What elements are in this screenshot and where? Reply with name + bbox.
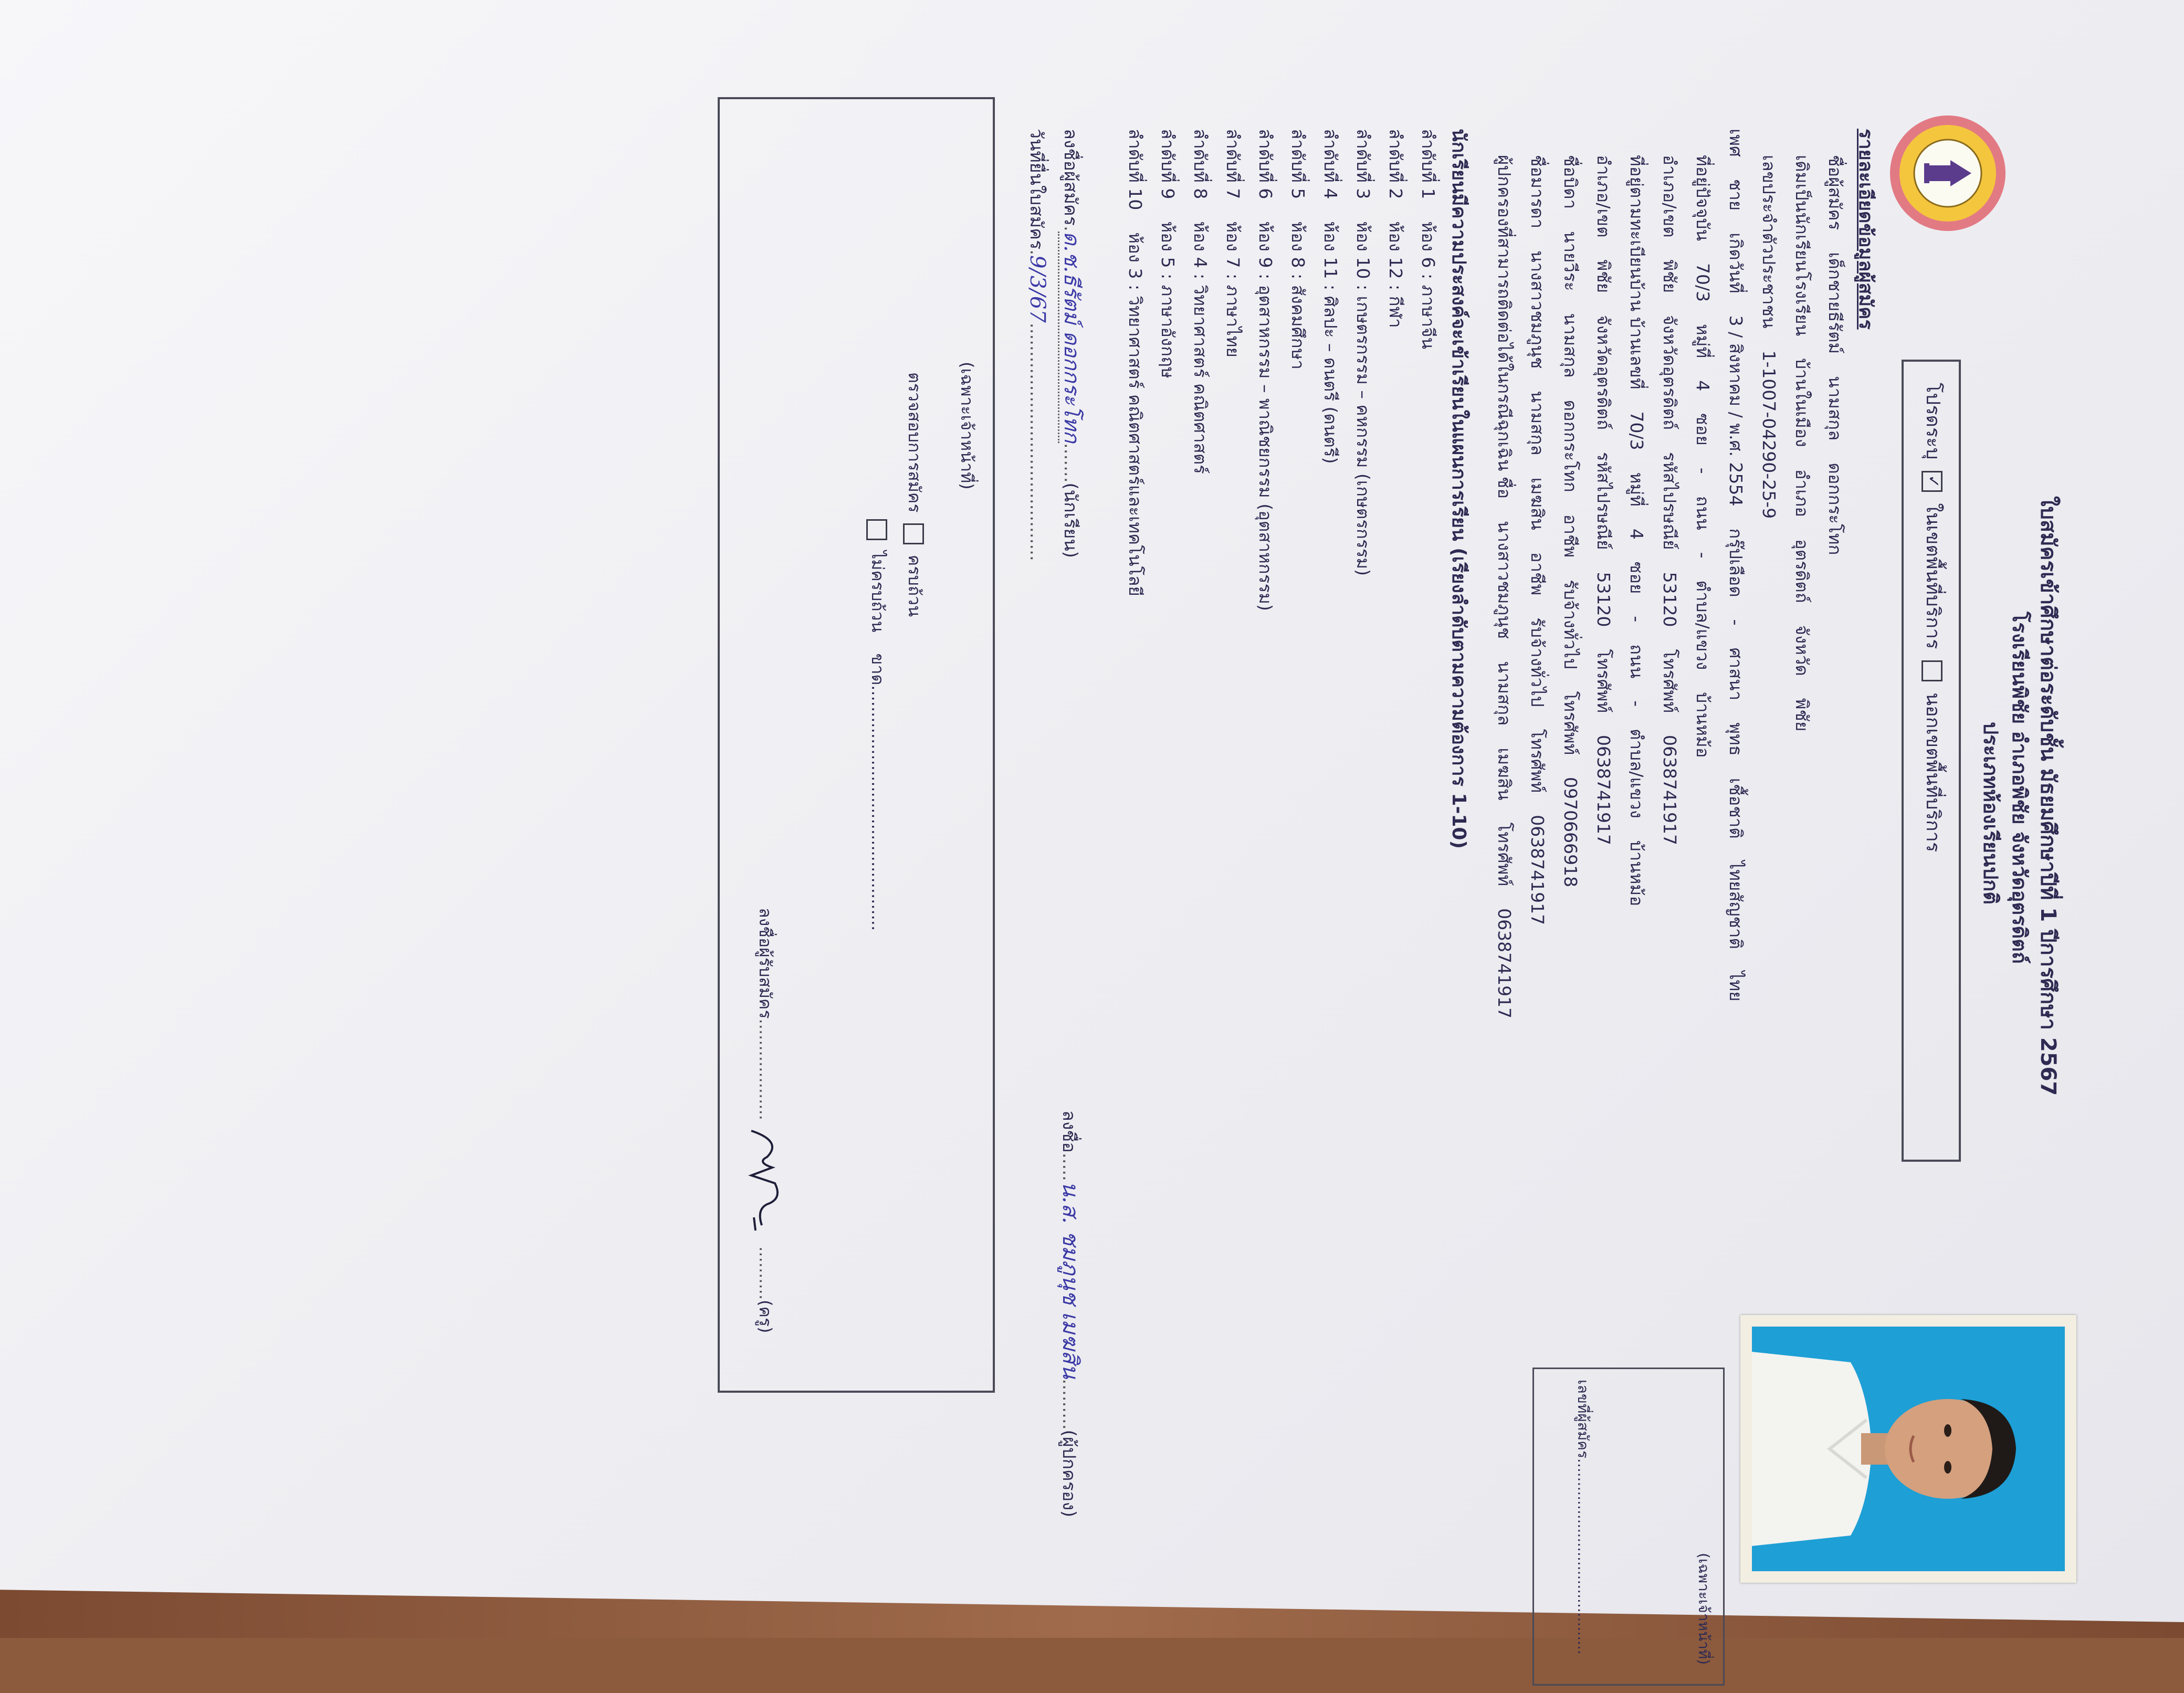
- detail-line: เดิมเป็นนักเรียนโรงเรียน บ้านในเมือง อำเภอ อุตรดิตถ์ จังหวัด พิชัย: [1792, 155, 1812, 732]
- receiver-signature-suffix: (ครู): [755, 1299, 775, 1333]
- staff-section-box: [718, 97, 995, 1393]
- guardian-signature: น.ส. ชมภูนุช เมฆสิน: [1058, 1181, 1084, 1379]
- applicant-signature: ด.ช.ธีรัตม์ ดอกกระโทก: [1058, 232, 1084, 443]
- applicant-number-field[interactable]: เลขที่ผู้สมัคร..........................................: [1574, 1380, 1592, 1655]
- preference-item: ลำดับที่ 10 ห้อง 3 : วิทยาศาสตร์ คณิตศาสตร์และเทคโนโลยี: [1125, 129, 1146, 596]
- guardian-signature-prefix: ลงชื่อ: [1058, 1110, 1079, 1153]
- detail-line: ที่อยู่ตามทะเบียนบ้าน บ้านเลขที่ 70/3 หมู่ที่ 4 ซอย - ถนน - ตำบล/แขวง บ้านหม้อ: [1626, 155, 1647, 907]
- guardian-signature-suffix: (ผู้ปกครอง): [1058, 1429, 1079, 1518]
- staff-label: (เฉพาะเจ้าหน้าที่): [957, 362, 977, 490]
- incomplete-row: [866, 514, 888, 931]
- details-list: [1482, 129, 1845, 1019]
- student-photo: [1740, 1315, 2076, 1583]
- preference-item: ลำดับที่ 6 ห้อง 9 : อุตสาหกรรม – พาณิชยกรรม (อุตสาหกรรม): [1255, 129, 1276, 611]
- out-zone-label: นอกเขตพื้นที่บริการ: [1922, 692, 1944, 853]
- preference-item: ลำดับที่ 7 ห้อง 7 : ภาษาไทย: [1223, 129, 1243, 357]
- applicant-signature-prefix: ลงชื่อผู้สมัคร: [1060, 129, 1081, 226]
- check-row: [903, 372, 925, 617]
- preference-item: ลำดับที่ 1 ห้อง 6 : ภาษาจีน: [1418, 129, 1438, 350]
- application-date: 9/3/67: [1025, 255, 1049, 323]
- incomplete-checkbox[interactable]: [866, 519, 887, 540]
- room-type: ประเภทห้องเรียนปกติ: [1979, 722, 2002, 905]
- detail-line: ผู้ปกครองที่สามารถติดต่อได้ในกรณีฉุกเฉิน ชื่อ นางสาวชมภูนุช นามสกุล เมฆสิน โทรศัพท์ 0638741917: [1494, 155, 1515, 1019]
- application-date-prefix: วันที่ยื่นใบสมัคร: [1026, 129, 1047, 250]
- detail-line: ชื่อบิดา นายวีระ นามสกุล ดอกกระโทก อาชีพ รับจ้างทั่วไป โทรศัพท์ 0970666918: [1560, 155, 1581, 888]
- detail-line: เพศ ชาย เกิดวันที่ 3 / สิงหาคม / พ.ศ. 2554 กรุ๊ปเลือด - ศาสนา พุทธ เชื้อชาติ ไทยสัญชาติ ไทย: [1726, 129, 1746, 1002]
- complete-label: ครบถ้วน: [905, 554, 925, 617]
- preference-item: ลำดับที่ 2 ห้อง 12 : กีฬา: [1385, 129, 1406, 328]
- preferences-heading: นักเรียนมีความประสงค์จะเข้าเรียนในแผนการเรียน (เรียงลำดับตามความต้องการ 1-10): [1448, 129, 1469, 849]
- official-label: (เฉพาะเจ้าหน้าที่): [1695, 1553, 1713, 1665]
- detail-line: ชื่อมารดา นางสาวชมภูนุช นามสกุล เมฆสิน อาชีพ รับจ้างทั่วไป โทรศัพท์ 0638741917: [1527, 155, 1548, 926]
- school-name: โรงเรียนพิชัย อำเภอพิชัย จังหวัดอุตรดิตถ์: [2008, 612, 2031, 964]
- form-title: ใบสมัครเข้าศึกษาต่อระดับชั้น มัธยมศึกษาปีที่ 1 ปีการศึกษา 2567: [2036, 496, 2060, 1096]
- preference-item: ลำดับที่ 4 ห้อง 11 : ศิลปะ – ดนตรี (ดนตรี): [1320, 129, 1341, 464]
- detail-line: อำเภอ/เขต พิชัย จังหวัดอุตรดิตถ์ รหัสไปรษณีย์ 53120 โทรศัพท์ 0638741917: [1593, 155, 1614, 845]
- in-zone-checkbox[interactable]: ✓: [1922, 471, 1942, 492]
- preference-item: ลำดับที่ 8 ห้อง 4 : วิทยาศาสตร์ คณิตศาสตร์: [1190, 129, 1211, 474]
- detail-line: เลขประจำตัวประชาชน 1-1007-04290-25-9: [1759, 155, 1779, 519]
- preference-item: ลำดับที่ 9 ห้อง 5 : ภาษาอังกฤษ: [1158, 129, 1178, 378]
- official-box: [1532, 1368, 1725, 1686]
- receiver-signature-prefix: ลงชื่อผู้รับสมัคร: [755, 908, 775, 1019]
- detail-line: อำเภอ/เขต พิชัย จังหวัดอุตรดิตถ์ รหัสไปรษณีย์ 53120 โทรศัพท์ 0638741917: [1660, 155, 1680, 845]
- details-heading: รายละเอียดข้อมูลผู้สมัคร: [1855, 129, 1876, 330]
- application-date-line: วันที่ยื่นใบสมัคร.9/3/67..........................................: [1025, 129, 1049, 561]
- zone-box: [1902, 360, 1961, 1162]
- in-zone-label: ในเขตพื้นที่บริการ: [1922, 503, 1944, 649]
- preference-item: ลำดับที่ 3 ห้อง 10 : เกษตรกรรม – คหกรรม (เกษตรกรรม): [1353, 129, 1373, 576]
- preferences-list: [1113, 129, 1438, 611]
- applicant-signature-line: ลงชื่อผู้สมัคร.ด.ช.ธีรัตม์ ดอกกระโทก.......(นักเรียน): [1058, 129, 1084, 558]
- incomplete-label: ไม่ครบถ้วน: [868, 551, 888, 633]
- zone-prefix: โปรดระบุ: [1922, 383, 1944, 460]
- check-label: ตรวจสอบการสมัคร: [905, 372, 925, 513]
- preference-item: ลำดับที่ 5 ห้อง 8 : สังคมศึกษา: [1288, 129, 1308, 370]
- complete-checkbox[interactable]: [903, 523, 924, 544]
- receiver-signature-icon: [741, 1126, 788, 1241]
- out-zone-checkbox[interactable]: [1922, 660, 1942, 681]
- receiver-signature-line: ลงชื่อผู้รับสมัคร................... ..........(ครู): [741, 908, 788, 1333]
- guardian-signature-line: ลงชื่อ.....น.ส. ชมภูนุช เมฆสิน.........(ผู้ปกครอง): [1058, 1110, 1084, 1518]
- application-form: [76, 66, 2097, 1693]
- applicant-signature-suffix: (นักเรียน): [1060, 482, 1081, 558]
- detail-line: ชื่อผู้สมัคร เด็กชายธีรัตม์ นามสกุล ดอกกระโทก: [1825, 155, 1845, 555]
- missing-items-field[interactable]: ขาด..............................................: [868, 653, 888, 931]
- school-seal-icon: [1887, 113, 2008, 234]
- detail-line: ที่อยู่ปัจจุบัน 70/3 หมู่ที่ 4 ซอย - ถนน - ตำบล/แขวง บ้านหม้อ: [1693, 155, 1713, 758]
